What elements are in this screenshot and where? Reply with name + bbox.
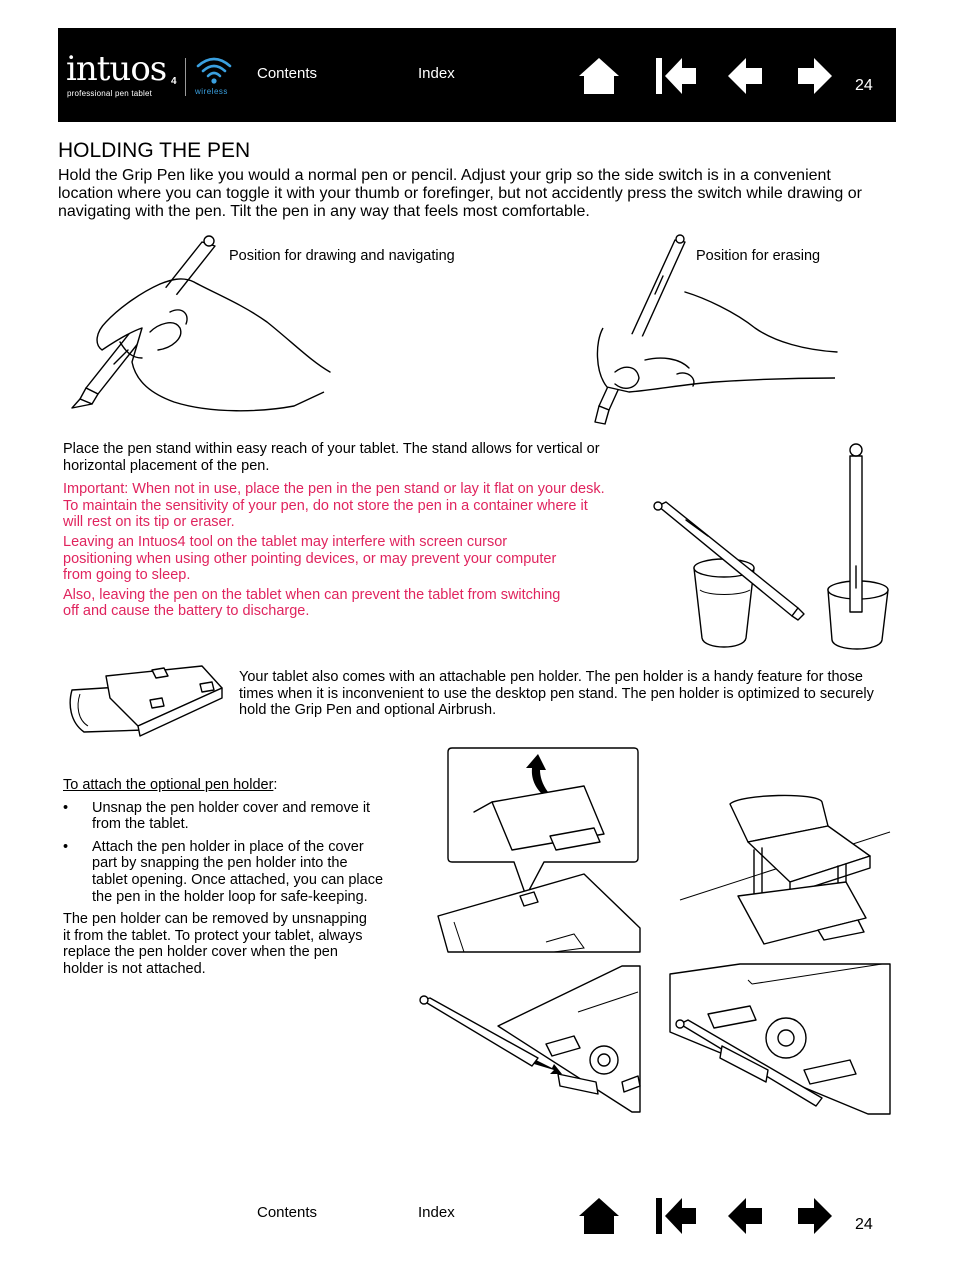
footer-first-page-icon[interactable] (654, 1196, 698, 1236)
attach-step: • Attach the pen holder in place of the cover part by snapping the pen holder into the tablet opening. Once attached, you can place the pen in the holder loop for safe-keeping. (63, 839, 383, 905)
unsnap-cover-illustration (434, 746, 642, 954)
footer-page-number: 24 (855, 1216, 873, 1233)
attach-heading-colon: : (273, 777, 278, 793)
pen-holder-paragraph: Your tablet also comes with an attachable pen holder. The pen holder is a handy feature for those times when it is inconvenient to use the desktop pen stand. The pen holder is optimized to securely hold the Grip Pen and optional Airbrush. (239, 669, 874, 719)
pen-holder-illustration (66, 660, 226, 740)
section-title: HOLDING THE PEN (58, 139, 251, 162)
wireless-icon (195, 54, 233, 86)
removal-paragraph: The pen holder can be removed by unsnapping it from the tablet. To protect your tablet, always replace the pen holder cover when the pen holder is not attached. (63, 911, 367, 977)
battery-warning: Also, leaving the pen on the tablet when can prevent the tablet from switching off and cause the battery to discharge. (63, 586, 561, 620)
pen-stand-paragraph: Place the pen stand within easy reach of your tablet. The stand allows for vertical or horizontal placement of the pen. (63, 441, 600, 474)
attach-step: • Unsnap the pen holder cover and remove it from the tablet. (63, 800, 383, 833)
wireless-label: wireless (195, 87, 228, 96)
attached-holder-illustration (668, 962, 892, 1118)
footer-index-link[interactable]: Index (418, 1204, 455, 1221)
attach-instructions (63, 777, 383, 978)
footer-contents-link[interactable]: Contents (257, 1204, 318, 1221)
intuos-logo-number: 4 (171, 76, 177, 87)
drawing-position-caption: Position for drawing and navigating (229, 248, 455, 264)
first-page-icon[interactable] (654, 56, 698, 96)
pen-stand-illustration (648, 440, 898, 662)
snap-holder-illustration (678, 786, 892, 956)
next-page-icon[interactable] (796, 56, 834, 96)
previous-page-icon[interactable] (726, 56, 764, 96)
header-index-link[interactable]: Index (418, 65, 455, 82)
header-page-number: 24 (855, 77, 873, 94)
attach-heading-line (63, 777, 383, 794)
home-icon[interactable] (578, 56, 620, 96)
attach-heading: To attach the optional pen holder (63, 777, 274, 793)
important-warning: Important: When not in use, place the pen in the pen stand or lay it flat on your desk. To maintain the sensitivity of your pen, do not store the pen in a container where it will rest on its tip or eraser. (63, 481, 605, 531)
intro-paragraph: Hold the Grip Pen like you would a normal pen or pencil. Adjust your grip so the side switch is in a convenient location where you can toggle it with your thumb or forefinger, but not accidently press the switch while drawing or navigating with the pen. Tilt the pen in any way that feels most comfortable. (58, 167, 862, 220)
intuos-logo-word: intuos (66, 49, 167, 89)
logo-separator (185, 58, 186, 96)
pen-stand-text-block (63, 441, 608, 620)
footer-previous-page-icon[interactable] (726, 1196, 764, 1236)
cursor-interference-warning: Leaving an Intuos4 tool on the tablet may interfere with screen cursor positioning when using other pointing devices, or may prevent your computer from going to sleep. (63, 533, 557, 584)
erasing-position-caption: Position for erasing (696, 248, 821, 264)
header-contents-link[interactable]: Contents (257, 65, 318, 82)
pen-in-holder-illustration (418, 962, 642, 1116)
header-bar (58, 28, 896, 122)
footer-home-icon[interactable] (578, 1196, 620, 1236)
footer-next-page-icon[interactable] (796, 1196, 834, 1236)
attach-steps-list (63, 800, 383, 906)
intuos-logo-tagline: professional pen tablet (67, 89, 153, 98)
